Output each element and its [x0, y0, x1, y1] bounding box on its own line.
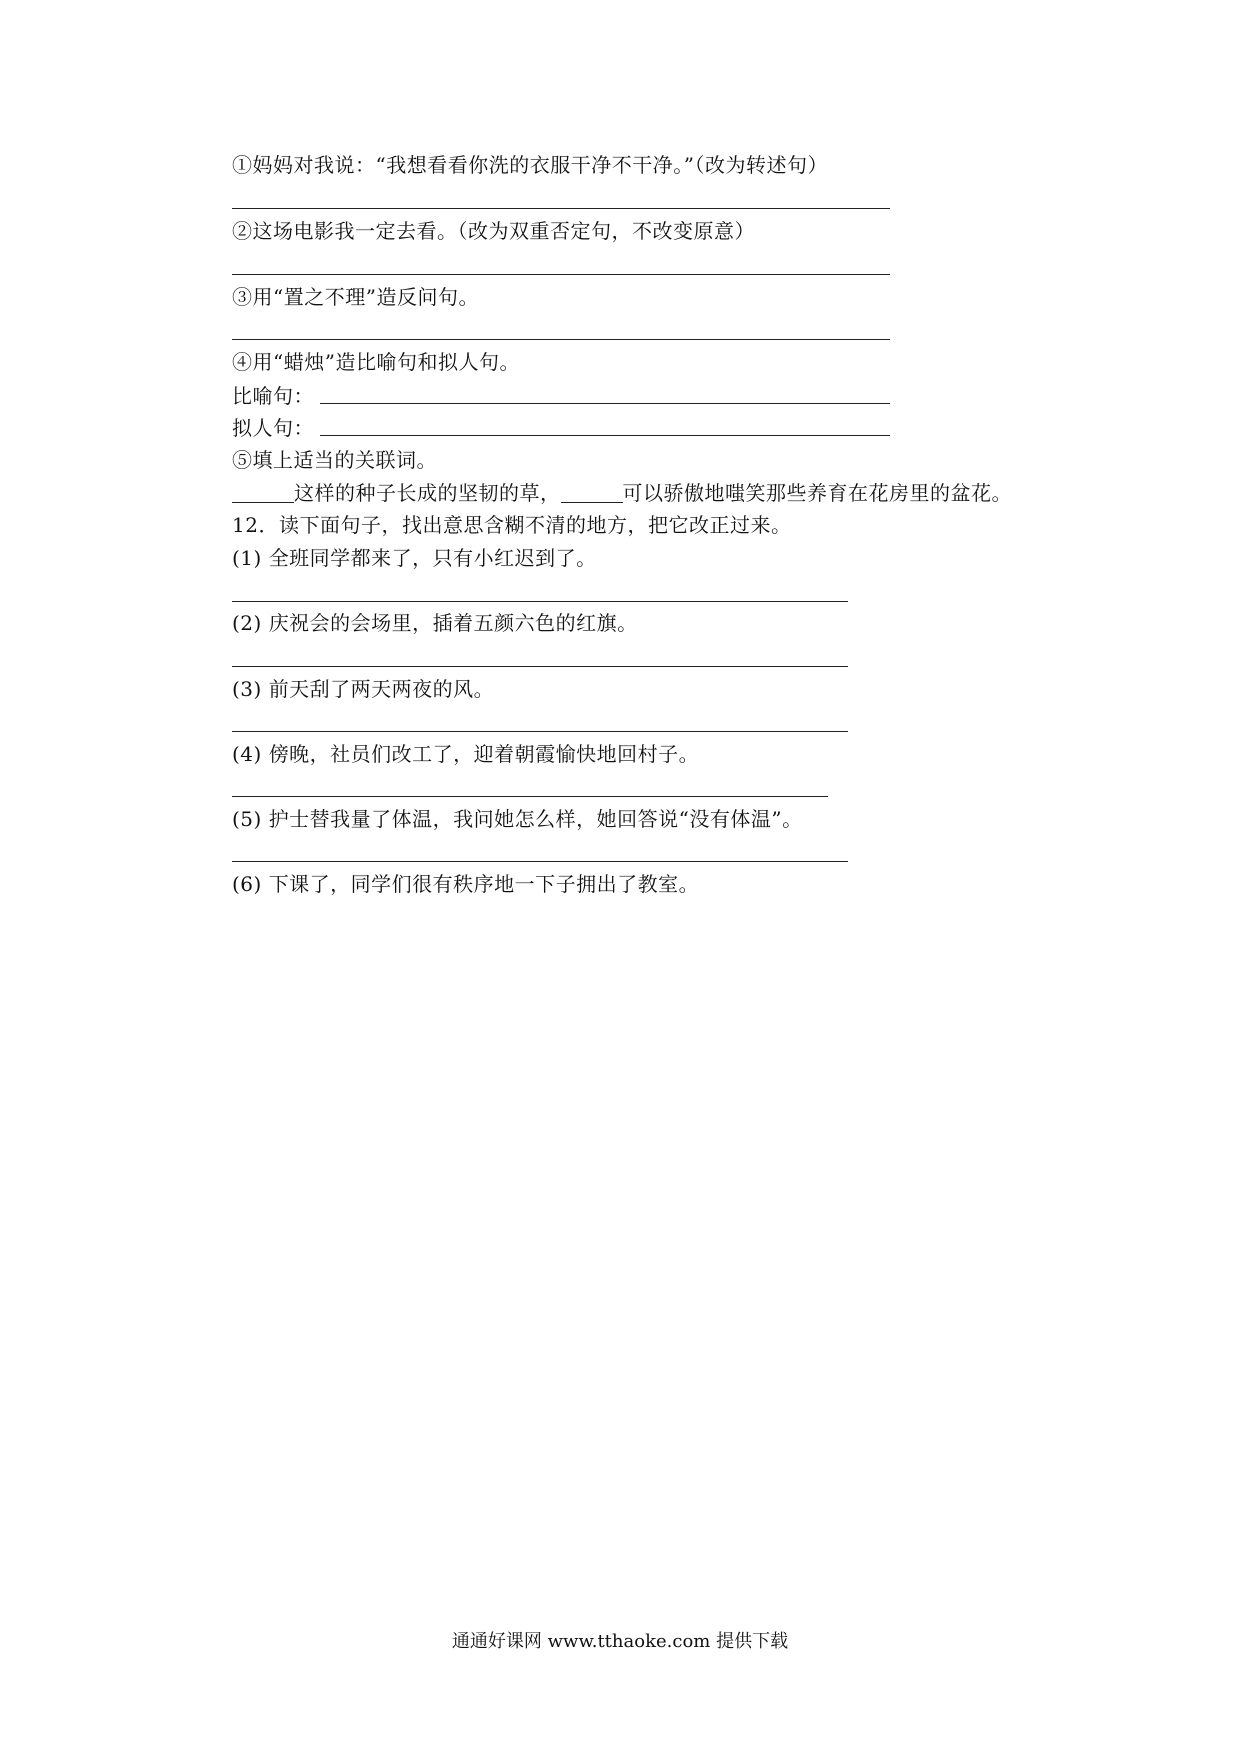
question-4-text: ④用“蜡烛”造比喻句和拟人句。 — [232, 350, 520, 374]
sentence-item-4: (4) 傍晚，社员们改工了，迎着朝霞愉快地回村子。 — [232, 742, 700, 766]
question-1-text: ①妈妈对我说：“我想看看你洗的衣服干净不干净。”（改为转述句） — [232, 153, 828, 177]
conjunction-blank-1[interactable] — [232, 482, 294, 503]
section-12-heading: 12．读下面句子，找出意思含糊不清的地方，把它改正过来。 — [232, 513, 792, 537]
sentence-item-1: (1) 全班同学都来了，只有小红迟到了。 — [232, 546, 597, 570]
answer-line-simile[interactable] — [320, 403, 890, 404]
personification-label: 拟人句： — [232, 416, 314, 440]
page-footer: 通通好课网 www.tthaoke.com 提供下载 — [451, 1631, 789, 1652]
simile-label: 比喻句： — [232, 384, 314, 408]
sentence-part-1: 这样的种子长成的坚韧的草， — [294, 481, 561, 505]
answer-line-q2[interactable] — [232, 274, 890, 275]
answer-line-item-1[interactable] — [232, 601, 848, 602]
question-5-sentence — [232, 480, 1012, 506]
sentence-item-2: (2) 庆祝会的会场里，插着五颜六色的红旗。 — [232, 611, 638, 635]
answer-line-item-3[interactable] — [232, 731, 848, 732]
question-5-text: ⑤填上适当的关联词。 — [232, 448, 437, 472]
sentence-item-5: (5) 护士替我量了体温，我问她怎么样，她回答说“没有体温”。 — [232, 807, 803, 831]
sentence-part-2: 可以骄傲地嗤笑那些养育在花房里的盆花。 — [622, 481, 1012, 505]
conjunction-blank-2[interactable] — [561, 482, 623, 503]
question-3-text: ③用“置之不理”造反问句。 — [232, 285, 479, 309]
question-2-text: ②这场电影我一定去看。（改为双重否定句，不改变原意） — [232, 219, 755, 243]
answer-line-q1[interactable] — [232, 208, 890, 209]
answer-line-item-4[interactable] — [232, 796, 828, 797]
answer-line-q3[interactable] — [232, 339, 890, 340]
sentence-item-6: (6) 下课了，同学们很有秩序地一下子拥出了教室。 — [232, 872, 700, 896]
answer-line-item-5[interactable] — [232, 861, 848, 862]
answer-line-item-2[interactable] — [232, 666, 848, 667]
sentence-item-3: (3) 前天刮了两天两夜的风。 — [232, 677, 495, 701]
answer-line-personification[interactable] — [320, 435, 890, 436]
